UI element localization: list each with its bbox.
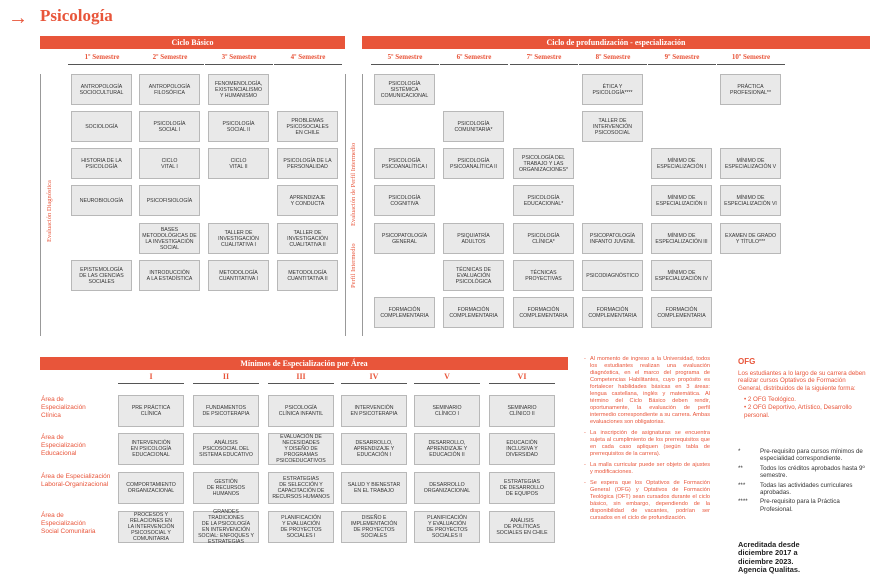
course-box: MÍNIMO DE ESPECIALIZACIÓN V xyxy=(720,148,781,179)
course-box: FORMACIÓN COMPLEMENTARIA xyxy=(443,297,504,328)
course-box: TÉCNICAS DE EVALUACIÓN PSICOLÓGICA xyxy=(443,260,504,291)
area-course-box: DESARROLLO ORGANIZACIONAL xyxy=(414,472,480,504)
area-label: Área de Especialización Laboral-Organizacional xyxy=(41,473,111,488)
course-box: ANTROPOLOGÍA FILOSÓFICA xyxy=(139,74,200,105)
area-course-box: ESTRATEGIAS DE SELECCIÓN Y CAPACITACIÓN DE RECURSOS HUMANOS xyxy=(268,472,334,504)
legend-text: Pre-requisito para la Práctica Profesional. xyxy=(760,498,840,513)
area-label: Área de Especialización Social Comunitaria xyxy=(41,512,96,535)
course-box: PSICOPATOLOGÍA INFANTO JUVENIL xyxy=(582,223,643,254)
course-box: SOCIOLOGÍA xyxy=(71,111,132,142)
area-course-box: INTERVENCIÓN EN PSICOTERAPIA xyxy=(341,395,407,427)
course-box: CICLO VITAL II xyxy=(208,148,269,179)
ofg-item: • 2 OFG Teológico. xyxy=(744,396,796,404)
semester-header: 2º Semestre xyxy=(136,53,204,65)
area-course-box: EDUCACIÓN INCLUSIVA Y DIVERSIDAD xyxy=(489,433,555,465)
area-course-box: EVALUACIÓN DE NECESIDADES Y DISEÑO DE PROGRAMAS PSICOEDUCATIVOS xyxy=(268,433,334,465)
legend-text: Todas las actividades curriculares aprobadas. xyxy=(760,481,853,497)
area-course-box: SEMINARIO CLÍNICO II xyxy=(489,395,555,427)
area-course-box: FUNDAMENTOS DE PSICOTERAPIA xyxy=(193,395,259,427)
notes-block xyxy=(584,356,710,526)
area-course-box: DISEÑO E IMPLEMENTACIÓN DE PROYECTOS SOCIALES xyxy=(341,511,407,543)
legend-symbol: **** xyxy=(738,498,748,506)
course-box: ÉTICA Y PSICOLOGÍA**** xyxy=(582,74,643,105)
semester-header: 5º Semestre xyxy=(371,53,439,65)
course-box: APRENDIZAJE Y CONDUCTA xyxy=(277,185,338,216)
course-box: PSICOLOGÍA DE LA PERSONALIDAD xyxy=(277,148,338,179)
minimos-header: Mínimos de Especialización por Área xyxy=(40,357,568,370)
ciclo-profundizacion-header: Ciclo de profundización - especialización xyxy=(362,36,870,49)
area-course-box: PLANIFICACIÓN Y EVALUACIÓN DE PROYECTOS SOCIALES I xyxy=(268,511,334,543)
course-box: PROBLEMAS PSICOSOCIALES EN CHILE xyxy=(277,111,338,142)
note-item: - Al momento de ingreso a la Universidad, todos los estudiantes realizan una evaluación diagnóstica, en el marco del programa de Competencias Habilitantes, cuyo propósito es fortalecer habilidades básicas en 3 áreas: lengua castellana, inglés y matemática. Al término del Ciclo Básico deben rendir, oportunamente, la evaluación de perfil intermedio correspondiente a su carrera. Ambas evaluaciones son obligatorias. xyxy=(584,356,710,426)
area-course-box: GESTIÓN DE RECURSOS HUMANOS xyxy=(193,472,259,504)
course-box: PSICOLOGÍA COMUNITARIA* xyxy=(443,111,504,142)
area-column-header: III xyxy=(268,372,334,384)
course-box: FORMACIÓN COMPLEMENTARIA xyxy=(374,297,435,328)
course-box: PSICOLOGÍA PSICOANALÍTICA II xyxy=(443,148,504,179)
course-box: MÍNIMO DE ESPECIALIZACIÓN I xyxy=(651,148,712,179)
legend-symbol: *** xyxy=(738,481,746,489)
note-item: - La inscripción de asignaturas se encuentra sujeta al cumplimiento de los prerrequisitos que en cada caso apliquen (según tabla de prerrequisitos de la carrera). xyxy=(584,430,710,458)
note-item: - Se espera que los Optativos de Formación General (OFG) y Optativos de Formación Teológica (OFT) sean cursados durante el ciclo básico, sin embargo, dependiendo de la disponibilidad de vacantes, podrían ser cursados en el ciclo de profundización. xyxy=(584,480,710,522)
arrow-right-icon: → xyxy=(8,7,28,29)
divider-left xyxy=(40,74,41,336)
note-item: - La malla curricular puede ser objeto de ajustes y modificaciones. xyxy=(584,462,710,476)
divider-middle xyxy=(345,74,346,336)
ofg-block xyxy=(738,358,866,419)
course-box: FORMACIÓN COMPLEMENTARIA xyxy=(651,297,712,328)
area-course-box: INTERVENCIÓN EN PSICOLOGÍA EDUCACIONAL xyxy=(118,433,184,465)
course-box: BASES METODOLÓGICAS DE LA INVESTIGACIÓN SOCIAL xyxy=(139,223,200,254)
course-box: MÍNIMO DE ESPECIALIZACIÓN IV xyxy=(651,260,712,291)
semester-header: 7º Semestre xyxy=(510,53,578,65)
ciclo-basico-header: Ciclo Básico xyxy=(40,36,345,49)
course-box: MÍNIMO DE ESPECIALIZACIÓN III xyxy=(651,223,712,254)
area-column-header: VI xyxy=(489,372,555,384)
course-box: PSICOLOGÍA EDUCACIONAL* xyxy=(513,185,574,216)
course-box: METODOLOGÍA CUANTITATIVA II xyxy=(277,260,338,291)
eval-perfil-label: Evaluación de Perfil Intermedio xyxy=(350,142,357,226)
ofg-item: • 2 OFG Deportivo, Artístico, Desarrollo personal. xyxy=(744,403,852,419)
course-box: FENOMENOLOGÍA, EXISTENCIALISMO Y HUMANISMO xyxy=(208,74,269,105)
perfil-intermedio-label: Perfil Intermedio xyxy=(350,243,357,288)
legend-block xyxy=(738,448,866,515)
course-box: PRÁCTICA PROFESIONAL** xyxy=(720,74,781,105)
semester-header: 3º Semestre xyxy=(205,53,273,65)
area-course-box: PROCESOS Y RELACIONES EN LA INTERVENCIÓN PSICOSOCIAL Y COMUNITARIA xyxy=(118,511,184,543)
area-course-box: SALUD Y BIENESTAR EN EL TRABAJO xyxy=(341,472,407,504)
course-box: ANTROPOLOGÍA SOCIOCULTURAL xyxy=(71,74,132,105)
course-box: PSICOPATOLOGÍA GENERAL xyxy=(374,223,435,254)
ofg-heading: OFG xyxy=(738,357,756,366)
semester-header: 10º Semestre xyxy=(717,53,785,65)
course-box: TALLER DE INVESTIGACIÓN CUALITATIVA II xyxy=(277,223,338,254)
course-box: PSICOLOGÍA DEL TRABAJO Y LAS ORGANIZACIONES* xyxy=(513,148,574,179)
legend-symbol: * xyxy=(738,448,741,455)
course-box: PSICOLOGÍA COGNITIVA xyxy=(374,185,435,216)
course-box: PSICOFISIOLOGÍA xyxy=(139,185,200,216)
area-course-box: ANÁLISIS PSICOSOCIAL DEL SISTEMA EDUCATIVO xyxy=(193,433,259,465)
course-box: CICLO VITAL I xyxy=(139,148,200,179)
course-box: HISTORIA DE LA PSICOLOGÍA xyxy=(71,148,132,179)
semester-header: 4º Semestre xyxy=(274,53,342,65)
semester-header: 8º Semestre xyxy=(579,53,647,65)
area-course-box: PRE PRÁCTICA CLÍNICA xyxy=(118,395,184,427)
area-course-box: ANÁLISIS DE POLÍTICAS SOCIALES EN CHILE xyxy=(489,511,555,543)
page-title: Psicología xyxy=(40,6,113,25)
semester-header: 6º Semestre xyxy=(440,53,508,65)
course-box: PSIQUIATRÍA ADULTOS xyxy=(443,223,504,254)
area-column-header: I xyxy=(118,372,184,384)
area-course-box: COMPORTAMIENTO ORGANIZACIONAL xyxy=(118,472,184,504)
area-course-box: PLANIFICACIÓN Y EVALUACIÓN DE PROYECTOS SOCIALES II xyxy=(414,511,480,543)
course-box: PSICOLOGÍA SISTÉMICA COMUNICACIONAL xyxy=(374,74,435,105)
course-box: FORMACIÓN COMPLEMENTARIA xyxy=(582,297,643,328)
course-box: PSICOLOGÍA CLÍNICA* xyxy=(513,223,574,254)
legend-symbol: ** xyxy=(738,464,743,472)
course-box: PSICOLOGÍA PSICOANALÍTICA I xyxy=(374,148,435,179)
area-label: Área de Especialización Educacional xyxy=(41,434,86,457)
area-label: Área de Especialización Clínica xyxy=(41,396,86,419)
eval-diagnostica-label: Evaluación Diagnóstica xyxy=(46,180,53,242)
course-box: EPISTEMOLOGÍA DE LAS CIENCIAS SOCIALES xyxy=(71,260,132,291)
course-box: PSICOLOGÍA SOCIAL I xyxy=(139,111,200,142)
area-column-header: V xyxy=(414,372,480,384)
course-box: TÉCNICAS PROYECTIVAS xyxy=(513,260,574,291)
legend-text: Pre-requisito para cursos mínimos de especialidad correspondiente. xyxy=(760,448,863,463)
legend-text: Todos los créditos aprobados hasta 9º semestre. xyxy=(760,464,865,480)
area-column-header: II xyxy=(193,372,259,384)
course-box: MÍNIMO DE ESPECIALIZACIÓN II xyxy=(651,185,712,216)
course-box: TALLER DE INVESTIGACIÓN CUALITATIVA I xyxy=(208,223,269,254)
course-box: FORMACIÓN COMPLEMENTARIA xyxy=(513,297,574,328)
area-course-box: SEMINARIO CLÍNICO I xyxy=(414,395,480,427)
ofg-text: Los estudiantes a lo largo de su carrera deben realizar cursos Optativos de Formación General, distribuidos de la siguiente forma: xyxy=(738,369,866,392)
semester-header: 9º Semestre xyxy=(648,53,716,65)
course-box: TALLER DE INTERVENCIÓN PSICOSOCIAL xyxy=(582,111,643,142)
area-column-header: IV xyxy=(341,372,407,384)
course-box: EXAMEN DE GRADO Y TÍTULO*** xyxy=(720,223,781,254)
course-box: NEUROBIOLOGÍA xyxy=(71,185,132,216)
divider-middle-2 xyxy=(362,74,363,336)
course-box: INTRODUCCIÓN A LA ESTADÍSTICA xyxy=(139,260,200,291)
area-course-box: PSICOLOGÍA CLÍNICA INFANTIL xyxy=(268,395,334,427)
semester-header: 1º Semestre xyxy=(68,53,136,65)
course-box: METODOLOGÍA CUANTITATIVA I xyxy=(208,260,269,291)
course-box: MÍNIMO DE ESPECIALIZACIÓN VI xyxy=(720,185,781,216)
area-course-box: DESARROLLO, APRENDIZAJE Y EDUCACIÓN I xyxy=(341,433,407,465)
accreditation-text: Acreditada desde diciembre 2017 a diciembre 2023. Agencia Qualitas. xyxy=(738,540,801,575)
area-course-box: ESTRATEGIAS DE DESARROLLO DE EQUIPOS xyxy=(489,472,555,504)
course-box: PSICOLOGÍA SOCIAL II xyxy=(208,111,269,142)
course-box: PSICODIAGNÓSTICO xyxy=(582,260,643,291)
area-course-box: GRANDES TRADICIONES DE LA PSICOLOGÍA EN INTERVENCIÓN SOCIAL: ENFOQUES Y ESTRATEGIAS xyxy=(193,511,259,543)
area-course-box: DESARROLLO, APRENDIZAJE Y EDUCACIÓN II xyxy=(414,433,480,465)
